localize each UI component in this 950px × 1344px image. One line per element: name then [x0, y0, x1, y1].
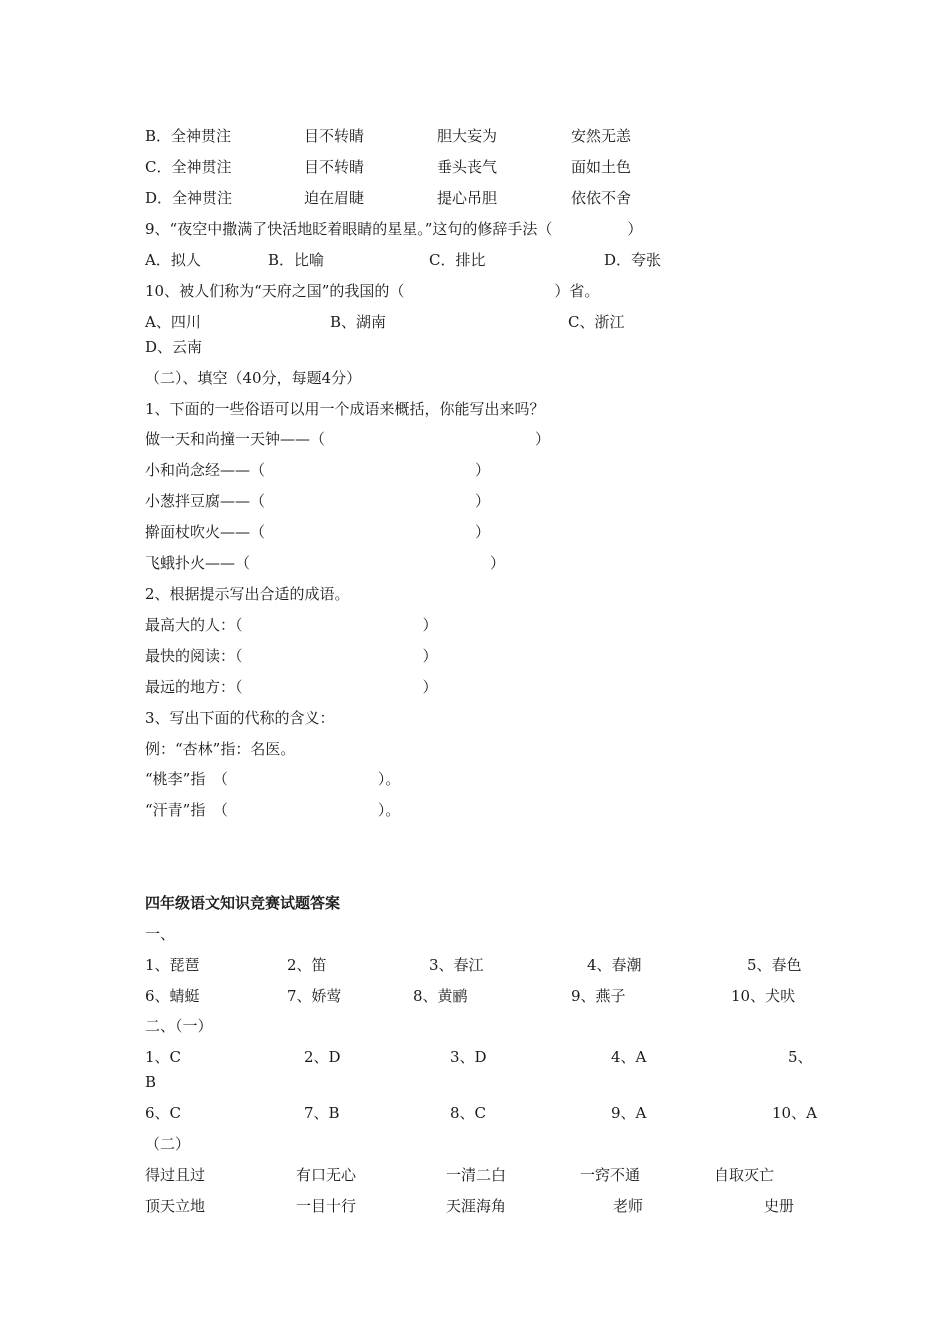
answer-item: 9、燕子	[571, 987, 626, 1005]
fill2-item-2: 最快的阅读：（ ）	[145, 647, 438, 665]
question-10: 10、被人们称为“天府之国”的我国的（ ）省。	[145, 282, 600, 300]
answer-item: 4、春潮	[587, 956, 642, 974]
fill1-item-5: 飞蛾扑火——（ ）	[145, 554, 506, 572]
answer-item: 天涯海角	[446, 1197, 507, 1215]
answer-item: 8、黄鹂	[413, 987, 468, 1005]
fill1-item-2: 小和尚念经——（ ）	[145, 461, 491, 479]
answer-item: 顶天立地	[145, 1197, 206, 1215]
answer-item: 10、A	[772, 1104, 817, 1122]
question-9: 9、“夜空中撒满了快活地眨着眼睛的星星。”这句的修辞手法（ ）	[145, 220, 643, 238]
answer-item: 一窍不通	[580, 1166, 641, 1184]
answer-item: 3、春江	[429, 956, 484, 974]
q10-option-d: D、云南	[145, 338, 203, 356]
option-b-2: 目不转睛	[304, 127, 365, 145]
fill2-item-3: 最远的地方：（ ）	[145, 678, 438, 696]
option-d-4: 依依不舍	[571, 189, 632, 207]
fill1-item-4: 擀面杖吹火——（ ）	[145, 523, 491, 541]
answer-item: 得过且过	[145, 1166, 206, 1184]
q9-option-b: B．比喻	[268, 251, 325, 269]
fill2-item-1: 最高大的人：（ ）	[145, 616, 438, 634]
answer-item: 老师	[613, 1197, 644, 1215]
q10-option-b: B、湖南	[330, 313, 387, 331]
section-fill-title: （二）、填空（40分，每题4分）	[145, 369, 362, 387]
option-d-2: 迫在眉睫	[304, 189, 365, 207]
fill-question-2: 2、根据提示写出合适的成语。	[145, 585, 350, 603]
answer-item-wrap: B	[145, 1073, 157, 1091]
answer-item: 5、	[788, 1048, 813, 1066]
option-d-3: 提心吊胆	[437, 189, 498, 207]
fill-question-1: 1、下面的一些俗语可以用一个成语来概括，你能写出来吗？	[145, 400, 545, 418]
fill3-item-2: “汗青”指 （ ）。	[145, 801, 401, 819]
answer-item: 2、笛	[287, 956, 327, 974]
q9-option-a: A．拟人	[145, 251, 201, 269]
answer-item: 1、C	[145, 1048, 182, 1066]
answer-item: 2、D	[304, 1048, 341, 1066]
option-c-1: C．全神贯注	[145, 158, 232, 176]
option-b-4: 安然无恙	[571, 127, 632, 145]
option-c-4: 面如土色	[571, 158, 632, 176]
answer-item: 8、C	[450, 1104, 487, 1122]
answer-item: 9、A	[611, 1104, 647, 1122]
answer-item: 1、琵琶	[145, 956, 200, 974]
fill1-item-1: 做一天和尚撞一天钟——（ ）	[145, 430, 551, 448]
q10-option-a: A、四川	[145, 313, 201, 331]
q10-option-c: C、浙江	[568, 313, 625, 331]
fill3-item-1: “桃李”指 （ ）。	[145, 770, 401, 788]
answer-item: 3、D	[450, 1048, 487, 1066]
answers-part-1: 一、	[145, 925, 176, 943]
option-b-3: 胆大妄为	[437, 127, 498, 145]
answer-item: 史册	[764, 1197, 795, 1215]
fill3-example: 例：“杏林”指：名医。	[145, 740, 296, 758]
q9-option-d: D．夸张	[604, 251, 662, 269]
answer-item: 有口无心	[296, 1166, 357, 1184]
answer-item: 4、A	[611, 1048, 647, 1066]
answers-part-3: （二）	[145, 1135, 191, 1153]
answer-item: 6、C	[145, 1104, 182, 1122]
answer-item: 6、蜻蜓	[145, 987, 200, 1005]
answers-part-2: 二、（一）	[145, 1017, 213, 1035]
fill-question-3: 3、写出下面的代称的含义：	[145, 709, 335, 727]
option-b-1: B．全神贯注	[145, 127, 232, 145]
answer-item: 10、犬吠	[731, 987, 796, 1005]
answer-item: 自取灭亡	[714, 1166, 775, 1184]
q9-option-c: C．排比	[429, 251, 486, 269]
answer-item: 5、春色	[747, 956, 802, 974]
fill1-item-3: 小葱拌豆腐——（ ）	[145, 492, 491, 510]
answer-item: 一清二白	[446, 1166, 507, 1184]
option-c-3: 垂头丧气	[437, 158, 498, 176]
option-c-2: 目不转睛	[304, 158, 365, 176]
option-d-1: D．全神贯注	[145, 189, 233, 207]
answers-title: 四年级语文知识竞赛试题答案	[145, 894, 341, 912]
answer-item: 一目十行	[296, 1197, 357, 1215]
answer-item: 7、娇莺	[287, 987, 342, 1005]
answer-item: 7、B	[304, 1104, 340, 1122]
